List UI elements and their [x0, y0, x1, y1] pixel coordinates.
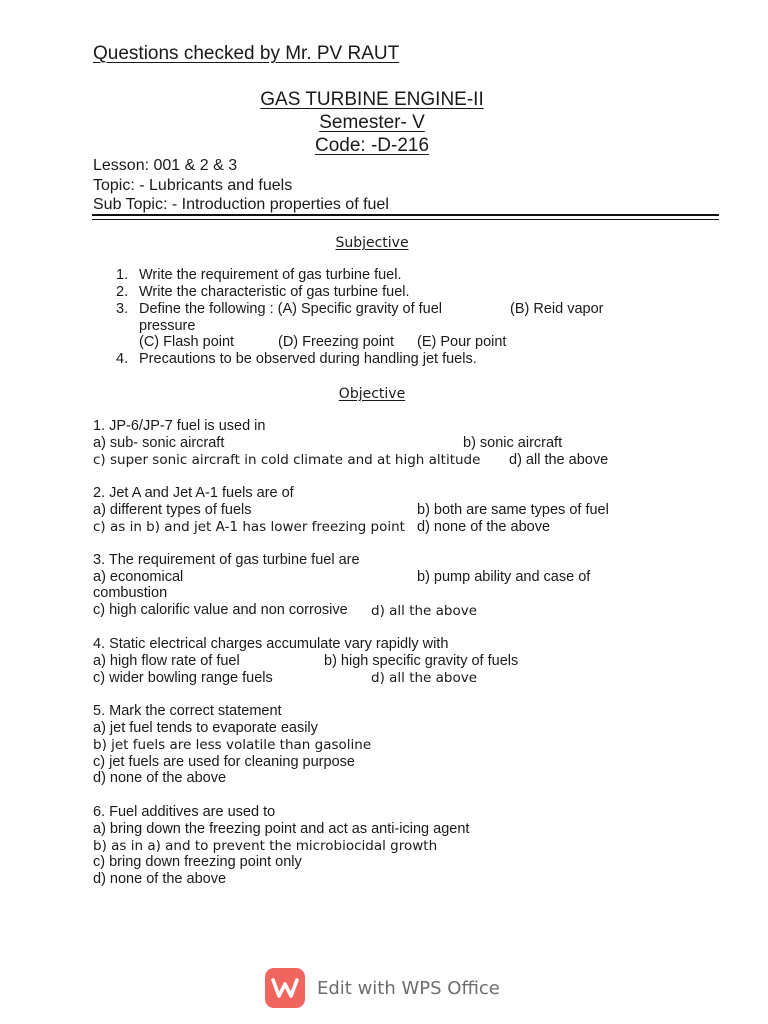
option-d: d) none of the above — [93, 770, 227, 786]
list-item: Write the requirement of gas turbine fuel. — [139, 267, 402, 283]
option-a: a) sub- sonic aircraft — [93, 435, 225, 451]
list-item-number: 1. — [116, 267, 129, 283]
checked-by-line: Questions checked by Mr. PV RAUT — [93, 43, 400, 64]
option-c: c) jet fuels are used for cleaning purpose — [93, 754, 355, 770]
option-b: b) both are same types of fuel — [417, 502, 609, 518]
option-a: a) high flow rate of fuel — [93, 653, 240, 669]
edit-with-wps-button[interactable] — [265, 968, 500, 1008]
wps-logo-icon — [265, 968, 305, 1008]
option-d: d) none of the above — [93, 871, 227, 887]
option-d-answer: d) all the above — [371, 670, 478, 686]
option-c-answer: c) super sonic aircraft in cold climate and at high altitude — [93, 452, 481, 468]
question-text: 4. Static electrical charges accumulate vary rapidly with — [93, 636, 449, 652]
option-b-answer: b) as in a) and to prevent the microbiocidal growth — [93, 838, 438, 854]
list-item: Define the following : (A) Specific gravity of fuel — [139, 301, 443, 317]
objective-heading: Objective — [338, 386, 406, 402]
list-item-continuation: pressure — [139, 318, 196, 334]
option-a: a) bring down the freezing point and act as anti-icing agent — [93, 821, 470, 837]
list-item: Write the characteristic of gas turbine fuel. — [139, 284, 410, 300]
list-item-part: (D) Freezing point — [278, 334, 395, 350]
option-d: d) none of the above — [417, 519, 551, 535]
option-c: c) wider bowling range fuels — [93, 670, 273, 686]
list-item-number: 3. — [116, 301, 129, 317]
double-rule-top — [92, 214, 719, 216]
code-line: Code: -D-216 — [314, 135, 430, 156]
list-item-part: (B) Reid vapor — [510, 301, 604, 317]
option-b-answer: b) jet fuels are less volatile than gasoline — [93, 737, 372, 753]
list-item-part: (E) Pour point — [417, 334, 507, 350]
question-text: 6. Fuel additives are used to — [93, 804, 276, 820]
subjective-heading: Subjective — [335, 235, 409, 251]
option-a: a) jet fuel tends to evaporate easily — [93, 720, 318, 736]
option-c-answer: c) as in b) and jet A-1 has lower freezing point — [93, 519, 405, 535]
lesson-line: Lesson: 001 & 2 & 3 — [93, 157, 238, 174]
option-d: d) all the above — [509, 452, 609, 468]
document-title: GAS TURBINE ENGINE-II — [260, 89, 484, 110]
question-text: 3. The requirement of gas turbine fuel are — [93, 552, 360, 568]
option-b-continuation: combustion — [93, 585, 168, 601]
semester-line: Semester- V — [319, 112, 425, 133]
topic-line: Topic: - Lubricants and fuels — [93, 177, 293, 194]
option-b: b) sonic aircraft — [463, 435, 563, 451]
question-text: 5. Mark the correct statement — [93, 703, 282, 719]
wps-label: Edit with WPS Office — [317, 977, 500, 999]
option-a: a) economical — [93, 569, 184, 585]
question-text: 2. Jet A and Jet A-1 fuels are of — [93, 485, 294, 501]
double-rule-bottom — [92, 219, 719, 220]
question-text: 1. JP-6/JP-7 fuel is used in — [93, 418, 266, 434]
option-b: b) pump ability and case of — [417, 569, 591, 585]
option-a: a) different types of fuels — [93, 502, 252, 518]
list-item: Precautions to be observed during handling jet fuels. — [139, 351, 477, 367]
option-b: b) high specific gravity of fuels — [324, 653, 519, 669]
list-item-part: (C) Flash point — [139, 334, 235, 350]
option-d-answer: d) all the above — [371, 603, 478, 619]
subtopic-line: Sub Topic: - Introduction properties of fuel — [93, 196, 389, 213]
option-c: c) high calorific value and non corrosive — [93, 602, 348, 618]
list-item-number: 4. — [116, 351, 129, 367]
list-item-number: 2. — [116, 284, 129, 300]
option-c: c) bring down freezing point only — [93, 854, 302, 870]
